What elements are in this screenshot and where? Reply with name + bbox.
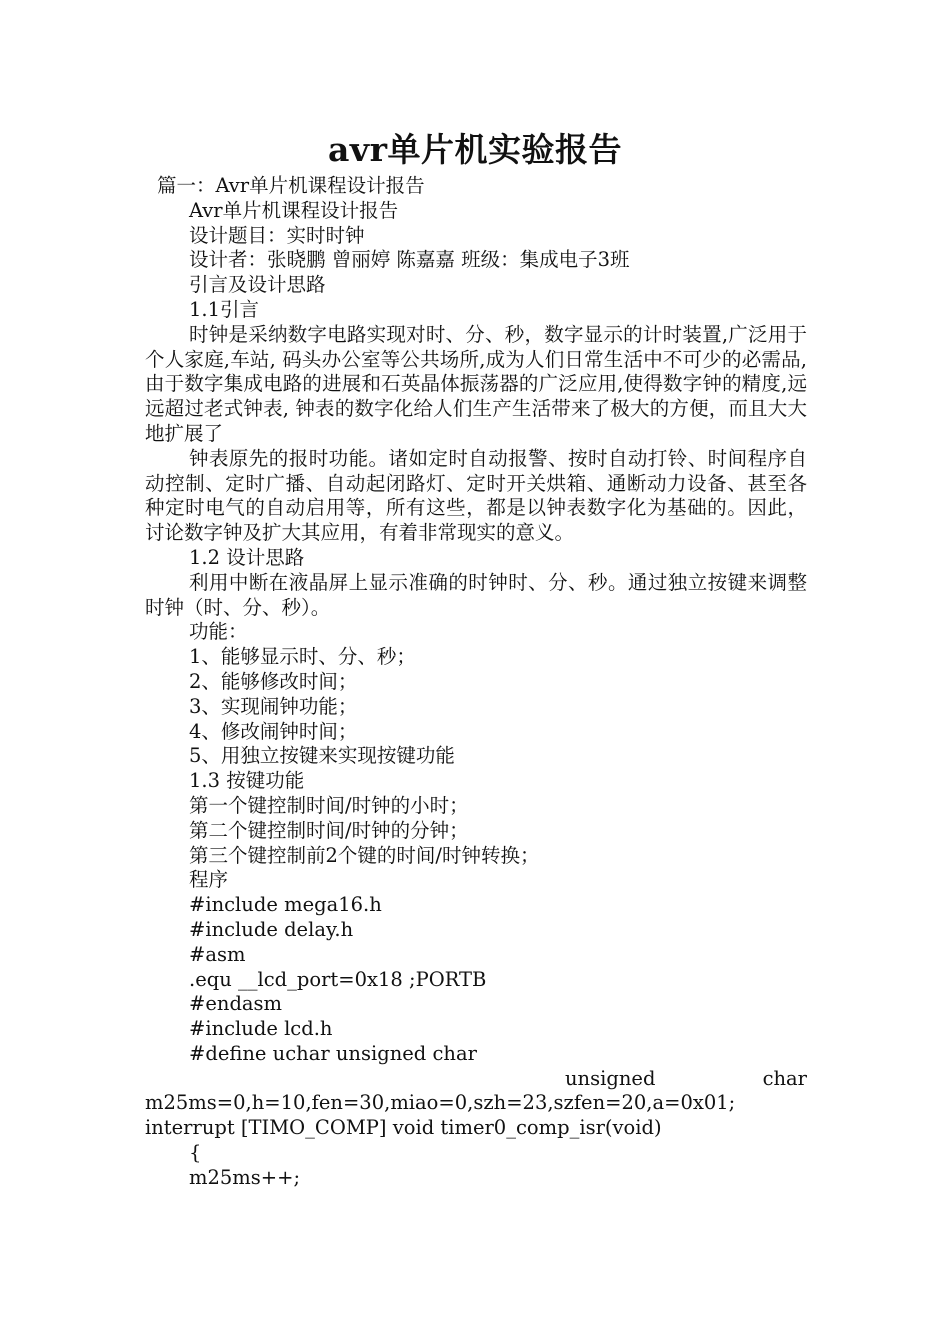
document-title: avr单片机实验报告	[328, 130, 622, 169]
key-function-item: 第三个键控制前2个键的时间/时钟转换；	[189, 843, 540, 867]
report-title-line: Avr单片机课程设计报告	[189, 198, 399, 222]
design-idea-paragraph: 利用中断在液晶屏上显示准确的时钟时、分、秒。通过独立按键来调整时钟（时、分、秒）。	[145, 570, 807, 619]
document-body	[145, 174, 807, 1191]
feature-item: 5、用独立按键来实现按键功能	[189, 744, 455, 768]
feature-item: 4、修改闹钟时间；	[189, 719, 358, 743]
code-line: m25ms++;	[189, 1165, 301, 1189]
code-line: .equ __lcd_port=0x18 ;PORTB	[189, 967, 487, 991]
designers-line: 设计者：张晓鹏 曾丽婷 陈嘉嘉 班级：集成电子3班	[189, 248, 630, 272]
code-token: char	[762, 1066, 807, 1090]
code-line: #include delay.h	[189, 917, 354, 941]
section-heading: 篇一：Avr单片机课程设计报告	[157, 174, 425, 197]
intro-heading: 引言及设计思路	[189, 273, 326, 297]
subsection-1-2: 1.2 设计思路	[189, 545, 305, 569]
feature-item: 3、实现闹钟功能；	[189, 694, 358, 718]
feature-item: 1、能够显示时、分、秒；	[189, 645, 416, 669]
program-heading: 程序	[189, 868, 229, 892]
code-line: interrupt [TIMO_COMP] void timer0_comp_isr(void)	[145, 1116, 662, 1140]
code-line: #define uchar unsigned char	[189, 1041, 477, 1065]
features-label: 功能：	[189, 620, 248, 644]
code-line: {	[189, 1141, 202, 1165]
code-token: unsigned	[565, 1066, 656, 1090]
key-function-item: 第一个键控制时间/时钟的小时；	[189, 793, 469, 817]
code-line: #include mega16.h	[189, 893, 382, 917]
subsection-1-1: 1.1引言	[189, 297, 260, 321]
code-line: #asm	[189, 942, 246, 966]
intro-paragraph-2: 钟表原先的报时功能。诸如定时自动报警、按时自动打铃、时间程序自动控制、定时广播、自动起闭路灯、定时开关烘箱、通断动力设备、甚至各种定时电气的自动启用等，所有这些，都是以钟表数字化为基础的。因此，讨论数字钟及扩大其应用，有着非常现实的意义。	[145, 446, 807, 545]
key-function-item: 第二个键控制时间/时钟的分钟；	[189, 818, 469, 842]
code-line: m25ms=0,h=10,fen=30,miao=0,szh=23,szfen=20,a=0x01;	[145, 1091, 736, 1115]
intro-paragraph-1: 时钟是采纳数字电路实现对时、分、秒，数字显示的计时装置,广泛用于个人家庭,车站, 码头办公室等公共场所,成为人们日常生活中不可少的必需品,由于数字集成电路的进展和石英晶体振荡器的广泛应用,使得数字钟的精度,远远超过老式钟表, 钟表的数字化给人们生产生活带来了极大的方便，而且大大地扩展了	[145, 322, 807, 445]
code-line: #include lcd.h	[189, 1017, 333, 1041]
code-line-justified	[145, 1067, 807, 1092]
code-line: #endasm	[189, 992, 283, 1016]
feature-item: 2、能够修改时间；	[189, 669, 358, 693]
design-topic-line: 设计题目：实时时钟	[189, 223, 365, 247]
subsection-1-3: 1.3 按键功能	[189, 769, 305, 793]
